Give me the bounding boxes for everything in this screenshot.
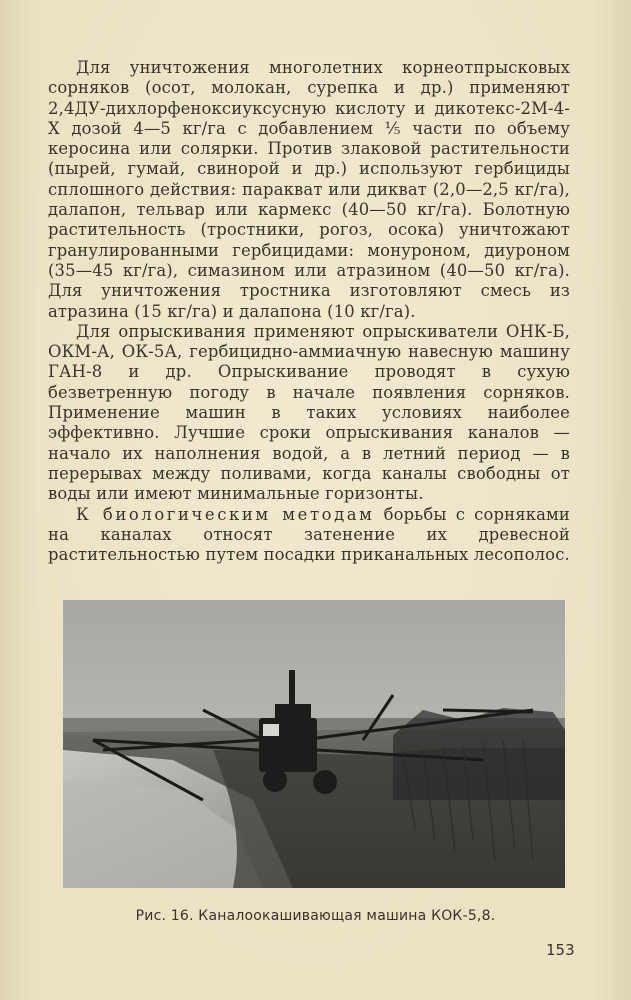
figure-caption: Рис. 16. Каналоокашивающая машина КОК-5,8. <box>135 908 496 924</box>
page-number: 153 <box>546 941 575 959</box>
paragraph-continuation: борьбы с сорняками на каналах относят затенение их древесной растительностью путем посадки приканальных лесополос. <box>48 504 570 565</box>
spaced-lead-phrase: К биологическим методам <box>76 504 375 524</box>
machine-photo-illustration <box>63 600 565 888</box>
body-text <box>48 58 570 565</box>
paragraph-herbicides: Для уничтожения многолетних корнеотпрысковых сорняков (осот, молокан, сурепка и др.) применяют 2,4ДУ-дихлорфеноксиуксусную кислоту и дикотекс-2М-4-Х дозой 4—5 кг/га с добавлением ⅕ части по объему керосина или солярки. Против злаковой растительности (пырей, гумай, свинорой и др.) используют гербициды сплошного действия: параквaт или дикват (2,0—2,5 кг/га), далапон, тельвар или кармекс (40—50 кг/га). Болотную растительность (тростники, рогоз, осока) уничтожают гранулированными гербицидами: монуроном, диуроном (35—45 кг/га), симазином или атразином (40—50 кг/га). Для уничтожения тростника изготовляют смесь из атразина (15 кг/га) и далапона (10 кг/га). <box>48 58 570 321</box>
paragraph-spraying: Для опрыскивания применяют опрыскиватели ОНК-Б, ОКМ-А, ОК-5А, гербицидно-аммиачную навесную машину ГАН-8 и др. Опрыскивание проводят в сухую безветренную погоду в начале появления сорняков. Применение машин в таких условиях наиболее эффективно. Лучшие сроки опрыскивания каналов — начало их наполнения водой, а в летний период — в перерывах между поливами, когда каналы свободны от воды или имеют минимальные горизонты. <box>48 321 570 504</box>
paragraph-biological-methods <box>48 505 570 566</box>
machine-photograph <box>63 600 565 888</box>
